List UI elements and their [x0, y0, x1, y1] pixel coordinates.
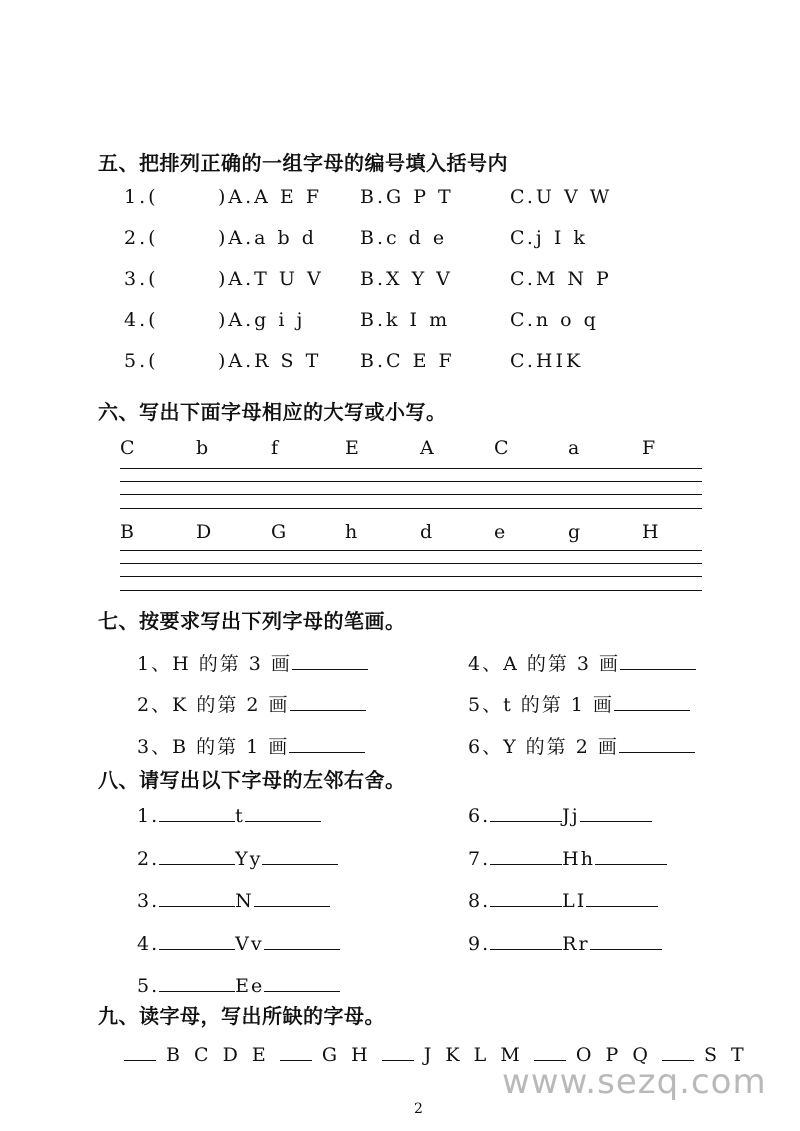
stroke-question — [137, 732, 365, 759]
question-number: 6. — [468, 805, 491, 827]
left-neighbor-blank[interactable] — [159, 888, 235, 907]
option-a: )A.g i j — [218, 309, 306, 331]
item-number: 1.( — [124, 186, 159, 208]
left-neighbor-blank[interactable] — [490, 888, 562, 907]
letter: e — [494, 521, 506, 543]
neighbor-question — [468, 846, 667, 870]
option-a: )A.A E F — [218, 186, 323, 208]
stroke-question — [468, 649, 696, 676]
letter: H — [642, 521, 659, 543]
neighbor-question — [137, 931, 340, 955]
right-neighbor-blank[interactable] — [580, 803, 652, 822]
letter: G — [271, 521, 287, 543]
stroke-question-text: 5、t 的第 1 画 — [468, 694, 614, 716]
section5-item — [0, 268, 800, 298]
letter: d — [420, 521, 433, 543]
missing-letter-blank[interactable] — [382, 1042, 414, 1061]
sequence-segment: O P Q — [575, 1044, 652, 1066]
missing-letter-blank[interactable] — [534, 1042, 566, 1061]
neighbor-question — [468, 888, 658, 912]
given-letter: Hh — [562, 848, 595, 870]
given-letter: Ee — [235, 975, 265, 997]
answer-blank[interactable] — [620, 651, 696, 670]
right-neighbor-blank[interactable] — [254, 888, 330, 907]
question-number: 1. — [137, 805, 160, 827]
missing-letter-blank[interactable] — [662, 1042, 694, 1061]
stroke-question-text: 2、K 的第 2 画 — [137, 694, 290, 716]
given-letter: Jj — [562, 805, 580, 827]
given-letter: LI — [562, 890, 587, 912]
stroke-question — [137, 690, 366, 717]
question-number: 2. — [137, 848, 160, 870]
answer-blank[interactable] — [619, 734, 695, 753]
left-neighbor-blank[interactable] — [490, 803, 562, 822]
right-neighbor-blank[interactable] — [262, 846, 338, 865]
question-number: 7. — [468, 848, 491, 870]
option-c: C.U V W — [510, 186, 613, 208]
left-neighbor-blank[interactable] — [159, 973, 235, 992]
answer-blank[interactable] — [289, 734, 365, 753]
stroke-question-text: 4、A 的第 3 画 — [468, 653, 621, 675]
stroke-question — [468, 732, 695, 759]
right-neighbor-blank[interactable] — [264, 931, 340, 950]
right-neighbor-blank[interactable] — [590, 931, 662, 950]
item-number: 5.( — [124, 350, 159, 372]
letter: B — [120, 521, 134, 543]
sequence-segment: B C D E — [166, 1044, 270, 1066]
option-a: )A.R S T — [218, 350, 322, 372]
neighbor-question — [468, 803, 652, 827]
missing-letter-blank[interactable] — [280, 1042, 312, 1061]
stroke-question-text: 6、Y 的第 2 画 — [468, 736, 619, 758]
right-neighbor-blank[interactable] — [586, 888, 658, 907]
neighbor-question — [137, 803, 321, 827]
letter: E — [345, 437, 359, 459]
item-number: 4.( — [124, 309, 159, 331]
section5-item — [0, 227, 800, 257]
option-a: )A.T U V — [218, 268, 324, 290]
letter: b — [196, 437, 209, 459]
right-neighbor-blank[interactable] — [595, 846, 667, 865]
question-number: 9. — [468, 933, 491, 955]
letter: a — [568, 437, 580, 459]
section5-item — [0, 186, 800, 216]
option-b: B.C E F — [360, 350, 455, 372]
section9-title: 九、读字母，写出所缺的字母。 — [98, 1004, 385, 1028]
stroke-question-text: 3、B 的第 1 画 — [137, 736, 290, 758]
answer-blank[interactable] — [292, 651, 368, 670]
given-letter: t — [235, 805, 245, 827]
option-a: )A.a b d — [218, 227, 317, 249]
item-number: 3.( — [124, 268, 159, 290]
given-letter: N — [235, 890, 254, 912]
answer-blank[interactable] — [290, 692, 366, 711]
right-neighbor-blank[interactable] — [264, 973, 340, 992]
letter: A — [420, 437, 434, 459]
letter: C — [494, 437, 509, 459]
letter: C — [120, 437, 135, 459]
section6-title: 六、写出下面字母相应的大写或小写。 — [98, 400, 447, 424]
stroke-question — [468, 690, 690, 717]
question-number: 4. — [137, 933, 160, 955]
letter: F — [642, 437, 656, 459]
question-number: 8. — [468, 890, 491, 912]
section8-title: 八、请写出以下字母的左邻右舍。 — [98, 768, 406, 792]
neighbor-question — [468, 931, 662, 955]
neighbor-question — [137, 888, 330, 912]
section5-item — [0, 350, 800, 380]
option-c: C.HIK — [510, 350, 584, 372]
left-neighbor-blank[interactable] — [490, 846, 562, 865]
section5-item — [0, 309, 800, 339]
page-number: 2 — [414, 1101, 423, 1117]
option-b: B.X Y V — [360, 268, 453, 290]
sequence-segment: G H — [321, 1044, 372, 1066]
letter: g — [568, 521, 581, 543]
section7-title: 七、按要求写出下列字母的笔画。 — [98, 609, 406, 633]
question-number: 5. — [137, 975, 160, 997]
option-b: B.G P T — [360, 186, 454, 208]
sequence-segment: J K L M — [423, 1044, 524, 1066]
answer-blank[interactable] — [614, 692, 690, 711]
stroke-question — [137, 649, 368, 676]
neighbor-question — [137, 846, 338, 870]
left-neighbor-blank[interactable] — [159, 846, 235, 865]
letter: D — [196, 521, 212, 543]
stroke-question-text: 1、H 的第 3 画 — [137, 653, 292, 675]
given-letter: Rr — [562, 933, 590, 955]
watermark-text: www.sezq.com — [502, 1062, 767, 1102]
option-b: B.k I m — [360, 309, 451, 331]
question-number: 3. — [137, 890, 160, 912]
left-neighbor-blank[interactable] — [159, 931, 235, 950]
left-neighbor-blank[interactable] — [490, 931, 562, 950]
right-neighbor-blank[interactable] — [245, 803, 321, 822]
left-neighbor-blank[interactable] — [159, 803, 235, 822]
item-number: 2.( — [124, 227, 159, 249]
letter: f — [271, 437, 279, 459]
letter: h — [345, 521, 358, 543]
option-c: C.n o q — [510, 309, 599, 331]
sequence-segment: S T — [704, 1044, 748, 1066]
given-letter: Yy — [235, 848, 263, 870]
given-letter: Vv — [235, 933, 264, 955]
option-b: B.c d e — [360, 227, 448, 249]
option-c: C.j I k — [510, 227, 588, 249]
section5-title: 五、把排列正确的一组字母的编号填入括号内 — [98, 151, 508, 175]
neighbor-question — [137, 973, 340, 997]
option-c: C.M N P — [510, 268, 612, 290]
missing-letter-blank[interactable] — [124, 1042, 156, 1061]
